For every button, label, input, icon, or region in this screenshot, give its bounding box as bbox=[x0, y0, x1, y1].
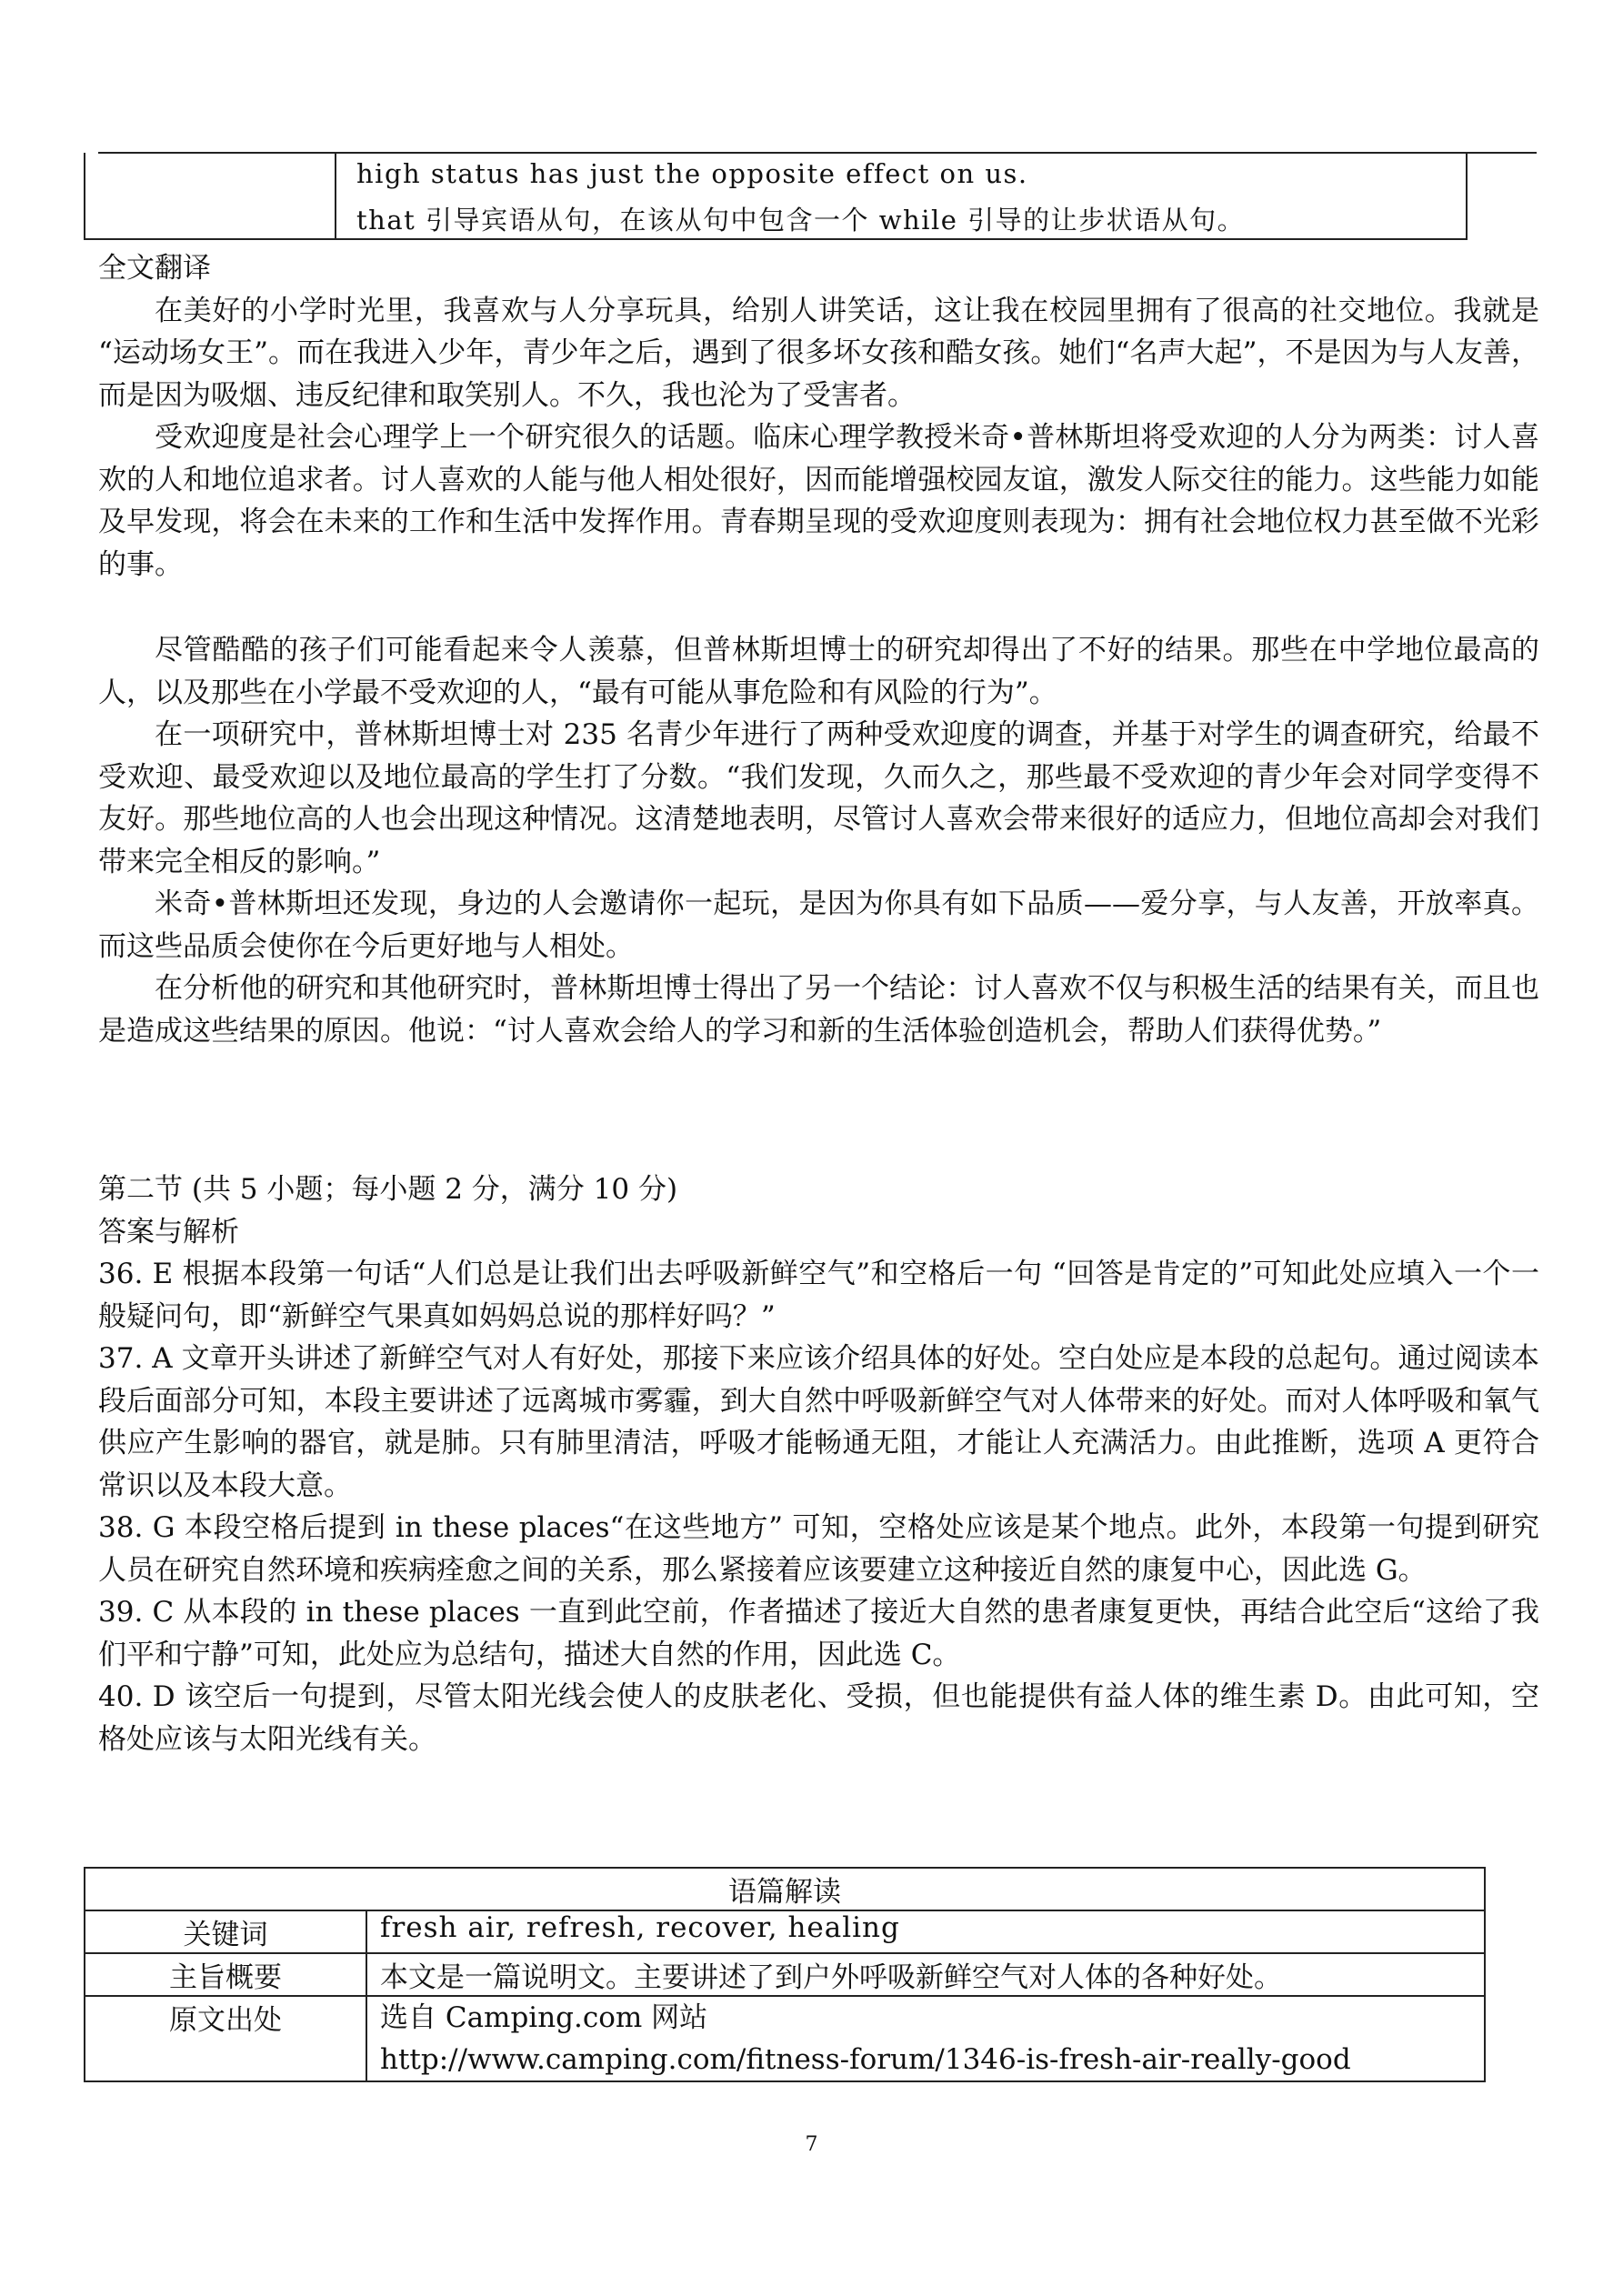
answer-item: 36. E 根据本段第一句话“人们总是让我们出去呼吸新鲜空气”和空格后一句 “回答是肯定的”可知此处应填入一个一般疑问句，即“新鲜空气果真如妈妈总说的那样好吗？” bbox=[98, 1258, 1539, 1333]
source-url: http://www.camping.com/fitness-forum/1346-is-fresh-air-really-good bbox=[380, 2043, 1351, 2076]
page-number: 7 bbox=[805, 2133, 818, 2156]
analysis-table-continuation bbox=[84, 153, 1468, 240]
main-content bbox=[98, 247, 1539, 1760]
summary-label: 主旨概要 bbox=[85, 1953, 366, 1996]
keywords-value: fresh air, refresh, recover, healing bbox=[366, 1910, 1485, 1953]
table-header: 语篇解读 bbox=[85, 1868, 1485, 1910]
keywords-label: 关键词 bbox=[85, 1910, 366, 1953]
answer-item: 37. A 文章开头讲述了新鲜空气对人有好处，那接下来应该介绍具体的好处。空白处应是本段的总起句。通过阅读本段后面部分可知，本段主要讲述了远离城市雾霾，到大自然中呼吸新鲜空气对人体带来的好处。而对人体呼吸和氧气供应产生影响的器官，就是肺。只有肺里清洁，呼吸才能畅通无阻，才能让人充满活力。由此推断，选项 A 更符合常识以及本段大意。 bbox=[98, 1342, 1539, 1502]
section-heading: 第二节 (共 5 小题；每小题 2 分，满分 10 分) bbox=[98, 1173, 678, 1206]
answer-item: 40. D 该空后一句提到，尽管太阳光线会使人的皮肤老化、受损，但也能提供有益人体的维生素 D。由此可知，空格处应该与太阳光线有关。 bbox=[98, 1680, 1539, 1756]
translation-paragraph: 在美好的小学时光里，我喜欢与人分享玩具，给别人讲笑话，这让我在校园里拥有了很高的社交地位。我就是 “运动场女王”。而在我进入少年，青少年之后，遇到了很多坏女孩和酷女孩。她们“名声大起”，不是因为与人友善，而是因为吸烟、违反纪律和取笑别人。不久，我也沦为了受害者。 bbox=[98, 294, 1539, 412]
translation-heading: 全文翻译 bbox=[98, 252, 211, 285]
source-site: 选自 Camping.com 网站 bbox=[380, 2001, 708, 2034]
translation-paragraph: 在一项研究中，普林斯坦博士对 235 名青少年进行了两种受欢迎度的调查，并基于对学生的调查研究，给最不受欢迎、最受欢迎以及地位最高的学生打了分数。“我们发现，久而久之，那些最不受欢迎的青少年会对同学变得不友好。那些地位高的人也会出现这种情况。这清楚地表明，尽管讨人喜欢会带来很好的适应力，但地位高却会对我们带来完全相反的影响。” bbox=[98, 718, 1539, 878]
table-cell-analysis: that 引导宾语从句，在该从句中包含一个 while 引导的让步状语从句。 bbox=[356, 205, 1246, 236]
source-value bbox=[366, 1996, 1485, 2081]
translation-paragraph: 在分析他的研究和其他研究时，普林斯坦博士得出了另一个结论：讨人喜欢不仅与积极生活的结果有关，而且也是造成这些结果的原因。他说：“讨人喜欢会给人的学习和新的生活体验创造机会，帮助人们获得优势。” bbox=[98, 972, 1539, 1048]
spacer bbox=[98, 586, 1539, 629]
answer-item: 39. C 从本段的 in these places 一直到此空前，作者描述了接近大自然的患者康复更快，再结合此空后“这给了我们平和宁静”可知，此处应为总结句，描述大自然的作用，因此选 C。 bbox=[98, 1596, 1539, 1671]
summary-value: 本文是一篇说明文。主要讲述了到户外呼吸新鲜空气对人体的各种好处。 bbox=[366, 1953, 1485, 1996]
table-cell-sentence: high status has just the opposite effect on us. bbox=[356, 158, 1028, 189]
answer-item: 38. G 本段空格后提到 in these places“在这些地方” 可知，空格处应该是某个地点。此外，本段第一句提到研究人员在研究自然环境和疾病痊愈之间的关系，那么紧接着应该要建立这种接近自然的康复中心，因此选 G。 bbox=[98, 1511, 1539, 1587]
translation-paragraph: 受欢迎度是社会心理学上一个研究很久的话题。临床心理学教授米奇•普林斯坦将受欢迎的人分为两类：讨人喜欢的人和地位追求者。讨人喜欢的人能与他人相处很好，因而能增强校园友谊，激发人际交往的能力。这些能力如能及早发现，将会在未来的工作和生活中发挥作用。青春期呈现的受欢迎度则表现为：拥有社会地位权力甚至做不光彩的事。 bbox=[98, 421, 1539, 581]
translation-paragraph: 米奇•普林斯坦还发现，身边的人会邀请你一起玩，是因为你具有如下品质——爱分享，与人友善，开放率真。而这些品质会使你在今后更好地与人相处。 bbox=[98, 887, 1539, 963]
source-label: 原文出处 bbox=[85, 1996, 366, 2081]
spacer bbox=[98, 1052, 1539, 1168]
translation-paragraph: 尽管酷酷的孩子们可能看起来令人羡慕，但普林斯坦博士的研究却得出了不好的结果。那些在中学地位最高的人，以及那些在小学最不受欢迎的人，“最有可能从事危险和有风险的行为”。 bbox=[98, 634, 1539, 709]
reading-analysis-table bbox=[84, 1867, 1486, 2082]
table-column-divider bbox=[335, 153, 336, 238]
answers-subheading: 答案与解析 bbox=[98, 1215, 239, 1248]
